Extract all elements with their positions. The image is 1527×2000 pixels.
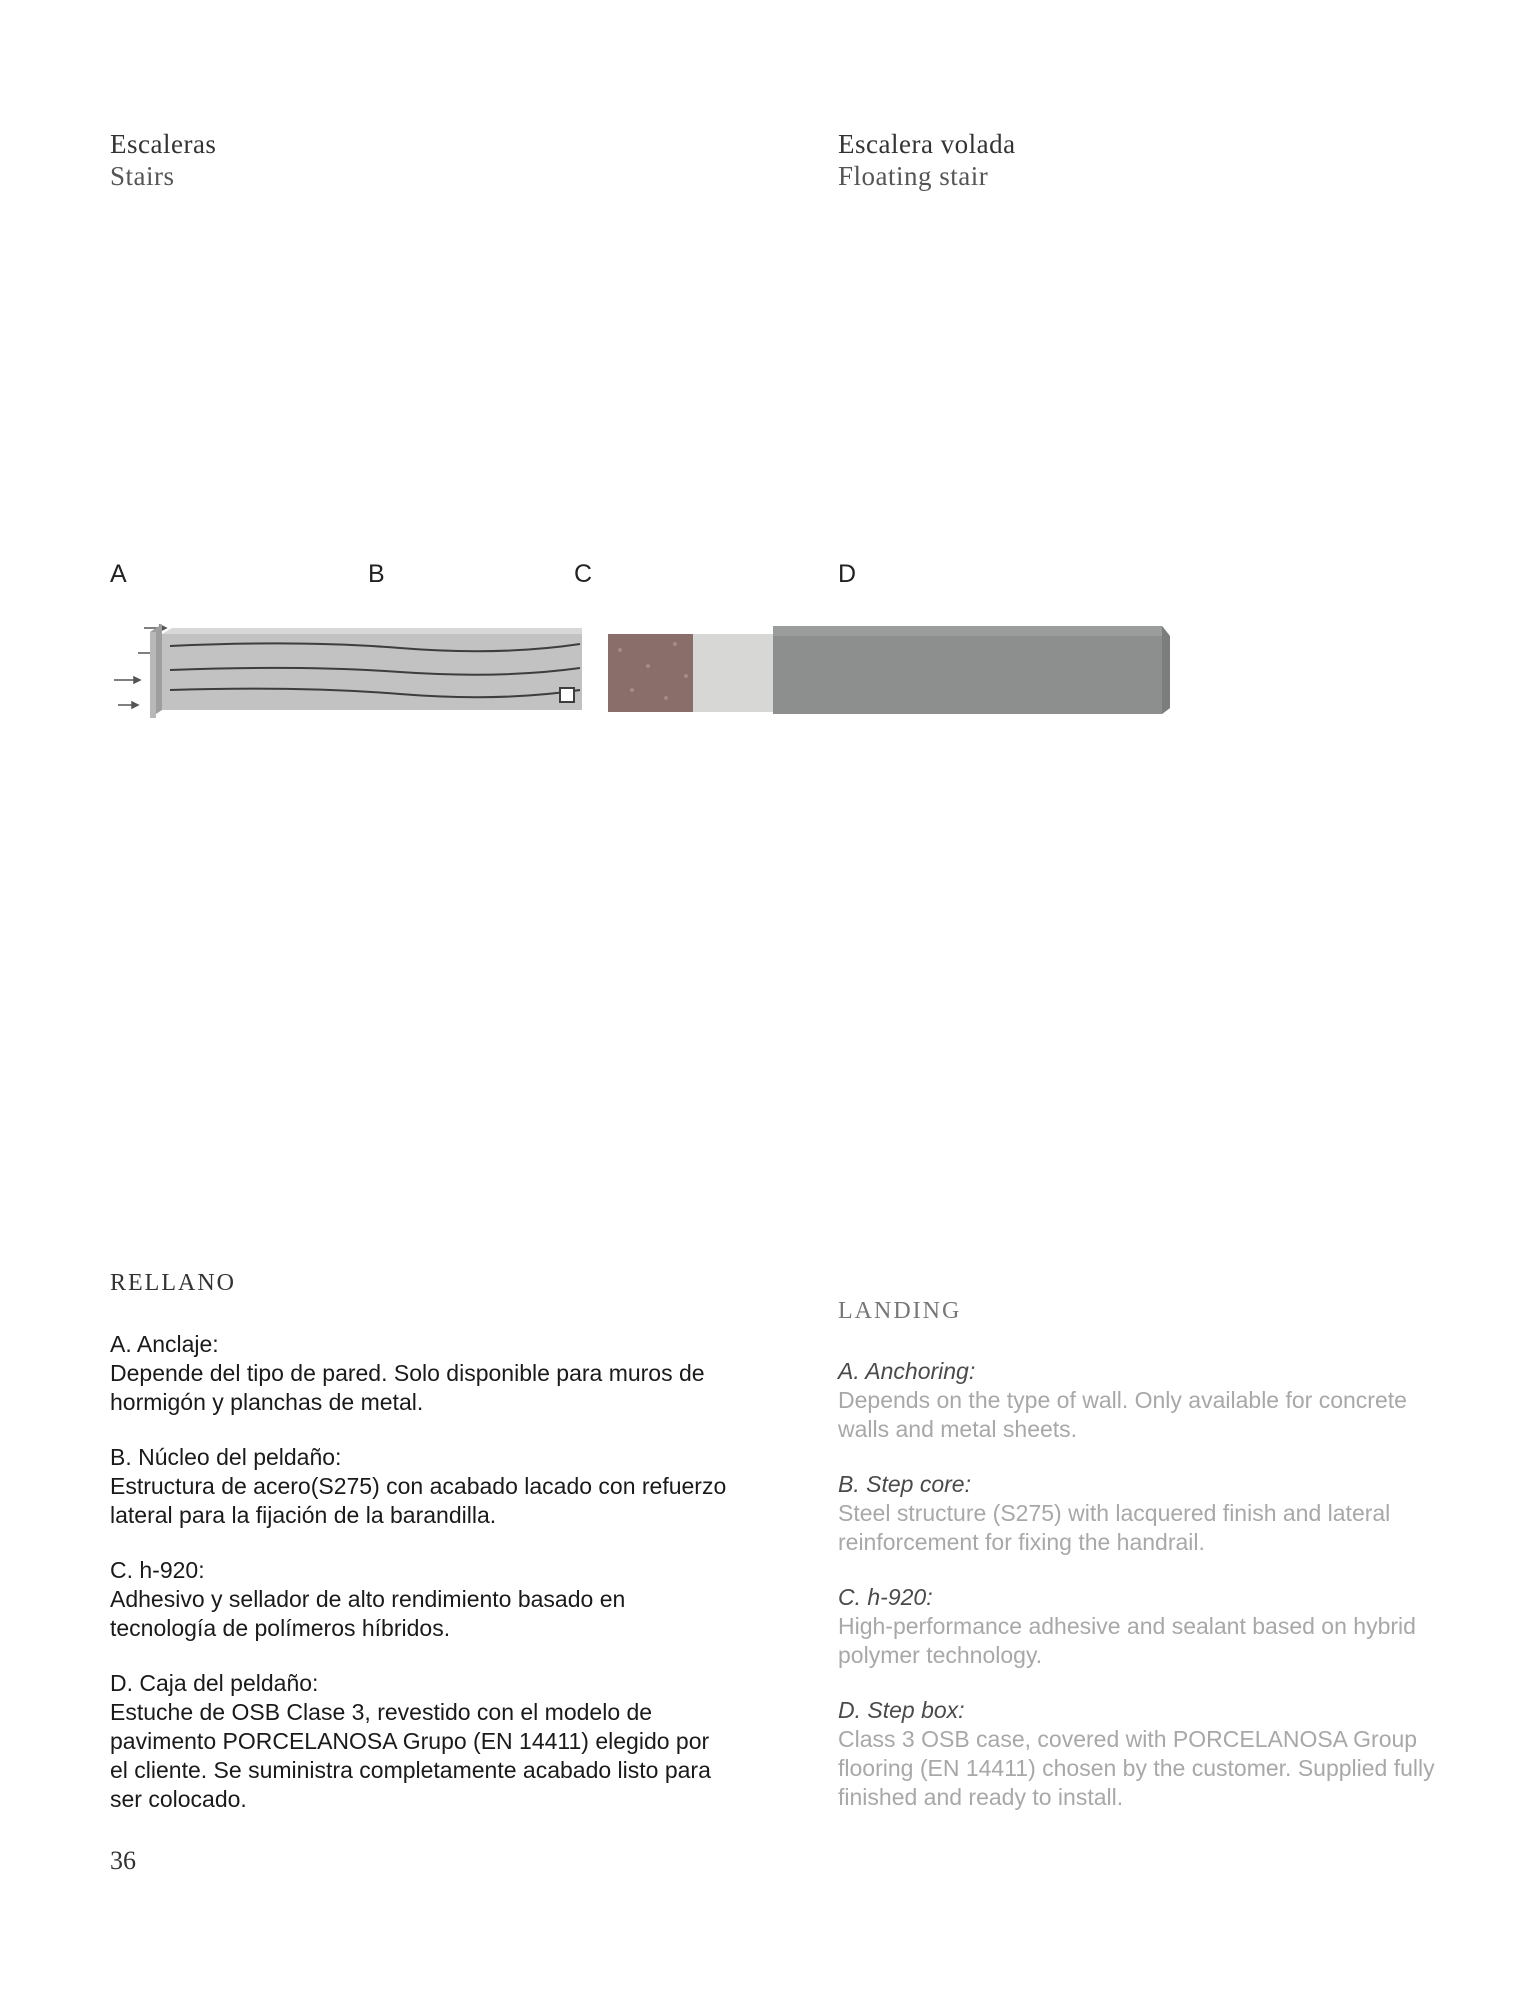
item-step-box-es (110, 1669, 730, 1814)
item-body: Estructura de acero(S275) con acabado lacado con refuerzo lateral para la fijación de la barandilla. (110, 1473, 727, 1528)
section-title: Escaleras (110, 129, 217, 159)
item-body: Steel structure (S275) with lacquered finish and lateral reinforcement for fixing the handrail. (838, 1500, 1391, 1555)
item-heading: D. Step box: (838, 1697, 965, 1723)
item-adhesive-en (838, 1583, 1438, 1670)
anchor-plate-face (150, 632, 156, 718)
header-left (110, 128, 216, 192)
label-c: C (574, 560, 593, 588)
stair-diagram (100, 610, 1210, 730)
core-tube (560, 688, 574, 702)
item-step-core-es (110, 1443, 730, 1530)
adhesive-block (608, 634, 693, 712)
item-body: High-performance adhesive and sealant based on hybrid polymer technology. (838, 1613, 1416, 1668)
item-body: Estuche de OSB Clase 3, revestido con el modelo de pavimento PORCELANOSA Grupo (EN 14411) elegido por el cliente. Se suministra completamente acabado listo para ser colocado. (110, 1699, 711, 1812)
item-heading: C. h-920: (838, 1584, 933, 1610)
spanish-column (110, 1330, 730, 1840)
product-title: Escalera volada (838, 129, 1016, 159)
section-title-en: LANDING (838, 1298, 962, 1324)
item-heading: A. Anchoring: (838, 1358, 976, 1384)
item-heading: D. Caja del peldaño: (110, 1670, 319, 1696)
tile-side (1162, 626, 1170, 714)
step-core-top (162, 628, 582, 634)
label-b: B (368, 560, 385, 588)
item-heading: C. h-920: (110, 1557, 205, 1583)
header-right (838, 128, 1016, 192)
product-subtitle: Floating stair (838, 161, 989, 191)
label-a: A (110, 560, 127, 588)
item-body: Depende del tipo de pared. Solo disponible para muros de hormigón y planchas de metal. (110, 1360, 705, 1415)
item-heading: B. Núcleo del peldaño: (110, 1444, 342, 1470)
item-body: Depends on the type of wall. Only available for concrete walls and metal sheets. (838, 1387, 1407, 1442)
section-title-es: RELLANO (110, 1270, 236, 1296)
page-number: 36 (110, 1846, 136, 1875)
item-step-core-en (838, 1470, 1438, 1557)
item-adhesive-es (110, 1556, 730, 1643)
item-heading: B. Step core: (838, 1471, 971, 1497)
item-body: Class 3 OSB case, covered with PORCELANOSA Group flooring (EN 14411) chosen by the customer. Supplied fully finished and ready to install. (838, 1726, 1435, 1810)
item-step-box-en (838, 1696, 1438, 1812)
item-anchoring-en (838, 1357, 1438, 1444)
section-subtitle: Stairs (110, 161, 175, 191)
item-anchoring-es (110, 1330, 730, 1417)
item-body: Adhesivo y sellador de alto rendimiento basado en tecnología de polímeros híbridos. (110, 1586, 626, 1641)
label-d: D (838, 560, 857, 588)
tile-top (773, 626, 1170, 636)
osb-box (693, 634, 773, 712)
item-heading: A. Anclaje: (110, 1331, 219, 1357)
tile-body (773, 636, 1170, 714)
english-column (838, 1357, 1438, 1838)
